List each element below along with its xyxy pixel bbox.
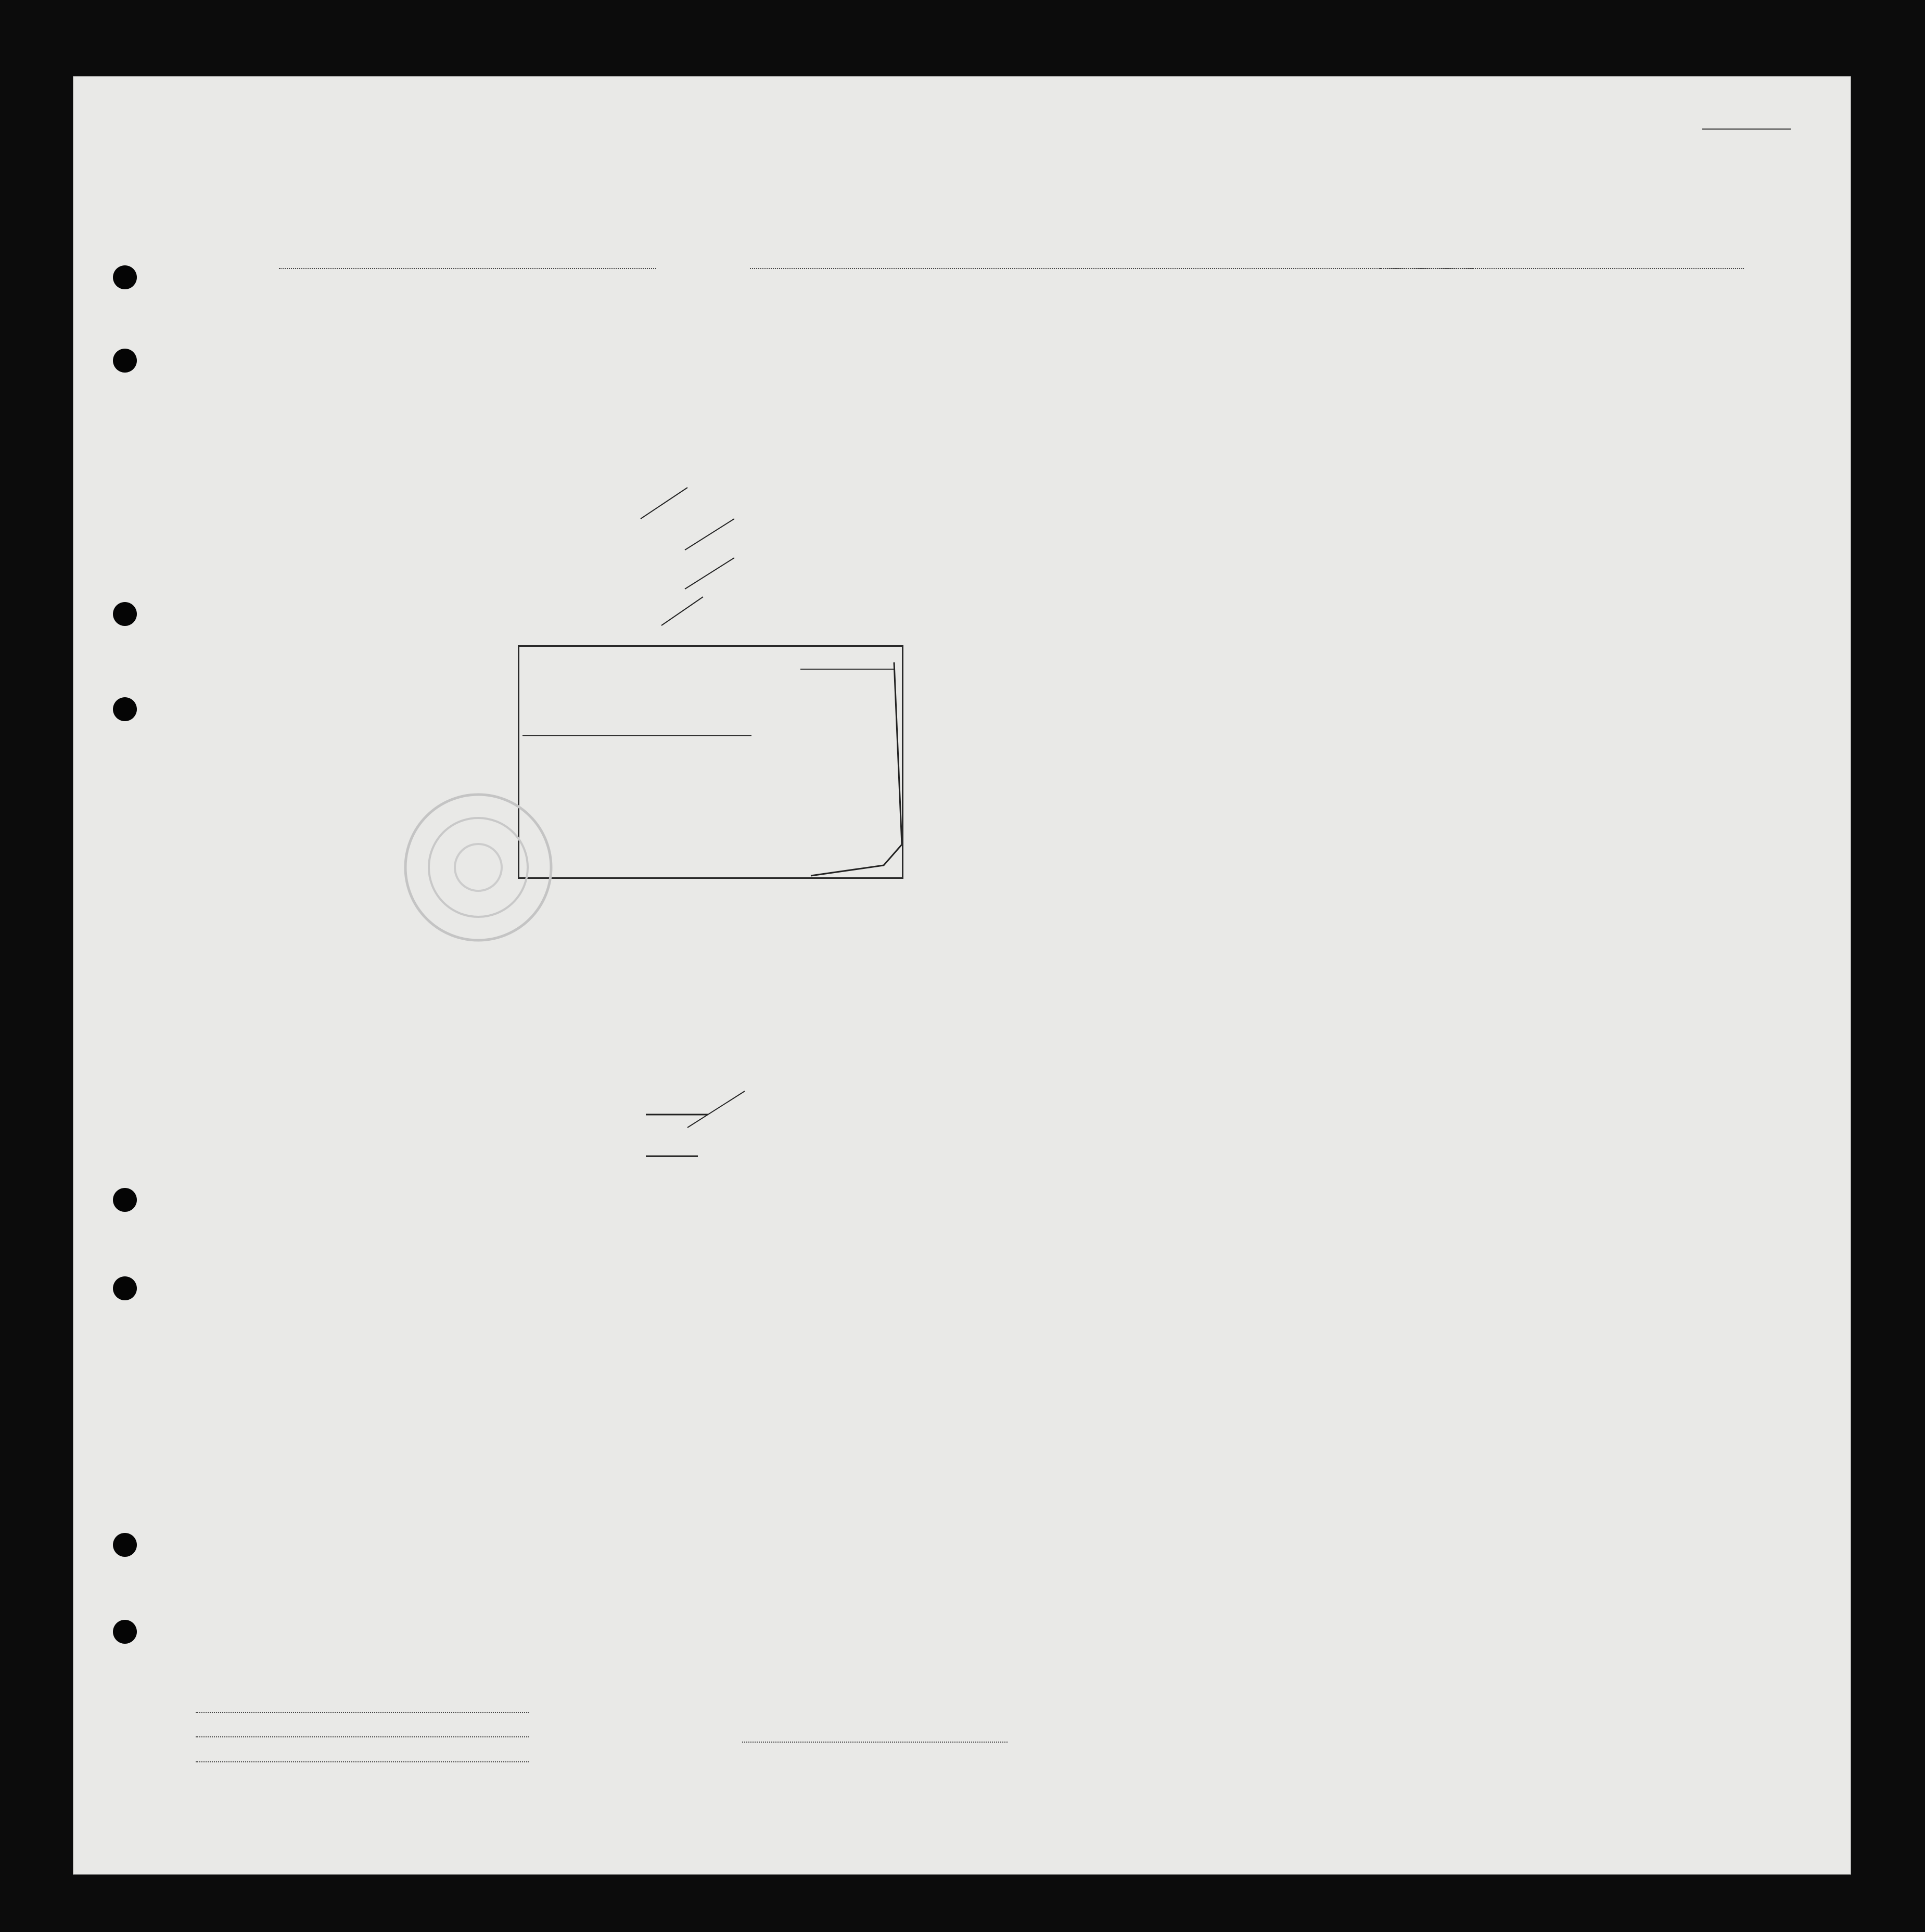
footer-agents-dotted — [196, 1761, 529, 1762]
footer-inspector-dotted — [742, 1742, 1008, 1743]
punch-hole — [113, 1533, 137, 1557]
footer-line-dotted — [196, 1712, 529, 1713]
punch-hole — [113, 1620, 137, 1644]
embossed-seal — [400, 789, 556, 945]
footer-owners-dotted — [196, 1736, 529, 1737]
manifest-sheet — [73, 76, 1851, 1875]
consulate-stamp — [518, 645, 903, 879]
punch-hole — [113, 602, 137, 626]
punch-hole — [113, 349, 137, 373]
punch-hole — [113, 1188, 137, 1212]
stamp-bracket — [519, 647, 902, 877]
punch-hole — [113, 265, 137, 289]
punch-hole — [113, 697, 137, 721]
punch-hole — [113, 1276, 137, 1300]
service-strike-marks — [73, 76, 1851, 1874]
